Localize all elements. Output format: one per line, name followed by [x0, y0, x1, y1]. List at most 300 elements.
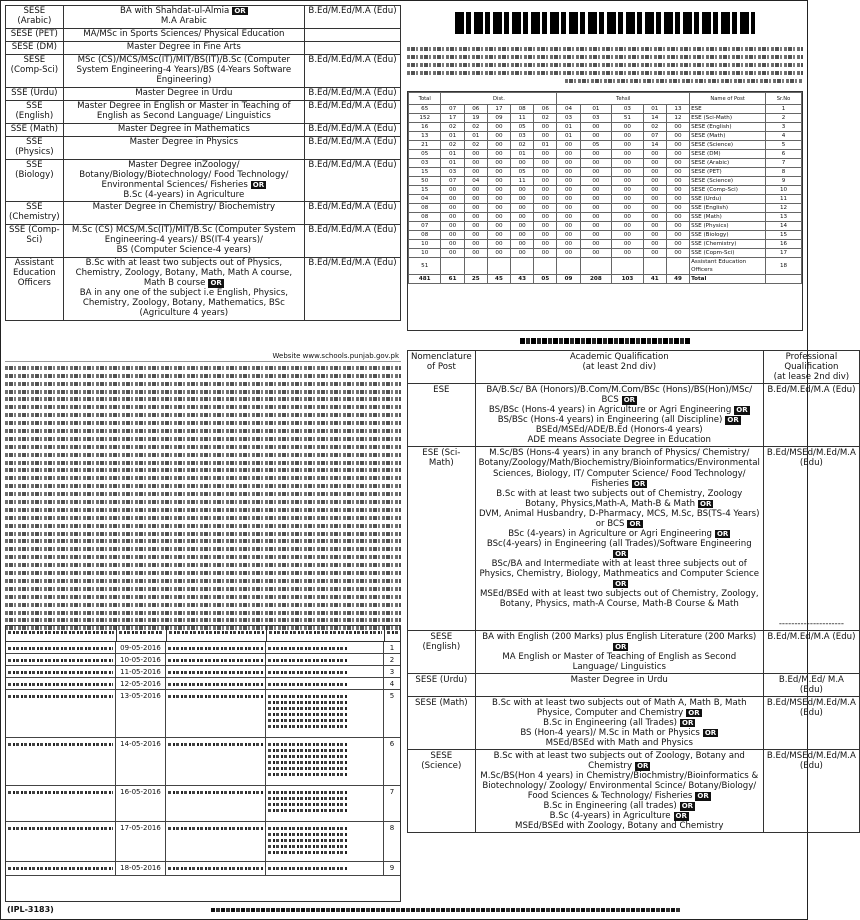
qual-academic-text: BSc/BA and Intermediate with at least three subjects out of Physics, Chemistry, Biology, Mathmeatics and Computer Science	[479, 558, 760, 579]
qual-academic-line	[479, 425, 760, 435]
urdu-intro	[407, 43, 803, 87]
vacancy-cell: 00	[487, 222, 510, 231]
schedule-posts	[266, 678, 384, 689]
academic-line	[67, 125, 301, 135]
vacancy-cell: 00	[464, 240, 487, 249]
post-name: SSE (Comp-Sci)	[6, 225, 64, 258]
vacancy-cell: 00	[557, 159, 580, 168]
vacancy-cell: 00	[441, 186, 464, 195]
qual-academic-text: B.Sc (4-years) in Agriculture	[549, 811, 671, 822]
dash-line: ---------------------	[778, 618, 844, 629]
schedule-posts	[266, 822, 384, 861]
post-name: SSE (Urdu)	[6, 87, 64, 100]
vacancy-cell: 00	[557, 222, 580, 231]
vacancy-cell: 00	[643, 159, 666, 168]
academic-line	[67, 259, 301, 289]
academic-text: Master Degree in Mathematics	[117, 123, 250, 134]
urdu-text-line	[5, 500, 401, 504]
vacancy-cell	[487, 258, 510, 275]
academic-text: M.A Arabic	[160, 15, 207, 26]
vacancy-cell: 00	[643, 222, 666, 231]
academic-qualification	[63, 54, 304, 87]
academic-text: M.Sc (CS) MCS/M.Sc(IT)/MIT/B.Sc (Computer System Engineering-4 years)/ BS(IT-4 years)/	[71, 225, 296, 246]
or-badge: OR	[727, 416, 739, 425]
qual-row	[408, 673, 860, 696]
schedule-place	[166, 862, 266, 875]
vacancy-cell: 00	[511, 186, 534, 195]
vacancy-post-name: SSE (Biology)	[690, 231, 766, 240]
academic-qualification	[63, 6, 304, 29]
qual-academic-text: BS (Hon-4 years)/ M.Sc in Math or Physics	[520, 727, 700, 738]
vacancy-sr: 2	[766, 114, 802, 123]
vacancy-cell: 00	[666, 159, 689, 168]
vacancy-cell: 00	[643, 177, 666, 186]
academic-line	[67, 246, 301, 256]
vacancy-cell: 00	[643, 204, 666, 213]
vacancy-row	[409, 195, 802, 204]
professional-qualification	[305, 41, 401, 54]
qual-academic-line	[479, 385, 760, 405]
footer-signature-urdu	[181, 905, 681, 915]
qual-academic	[475, 630, 763, 673]
qual-academic-line	[479, 771, 760, 801]
vacancy-row	[409, 249, 802, 258]
schedule-place	[166, 822, 266, 861]
vacancy-total: 13	[409, 132, 441, 141]
vacancy-cell: 00	[557, 186, 580, 195]
vacancy-cell: 00	[464, 249, 487, 258]
vacancy-sr: 6	[766, 150, 802, 159]
or-badge: OR	[234, 7, 246, 15]
vacancy-post-name: SESE (English)	[690, 123, 766, 132]
qual-academic-line	[479, 738, 760, 748]
qual-professional: B.Ed/MSEd/M.Ed/M.A (Edu)	[763, 696, 859, 749]
vacancy-total-row	[409, 275, 802, 284]
qual-professional: B.Ed/M.Ed/M.A (Edu)	[763, 384, 859, 447]
vacancy-cell: 04	[464, 177, 487, 186]
professional-qualification: B.Ed/M.Ed/M.A (Edu)	[305, 87, 401, 100]
vacancy-cell: 00	[464, 195, 487, 204]
vacancy-total: 15	[409, 168, 441, 177]
vacancy-row	[409, 141, 802, 150]
vacancy-cell: 02	[534, 114, 557, 123]
qual-academic-line	[479, 698, 760, 718]
vacancy-post-name: ESE (Sci-Math)	[690, 114, 766, 123]
schedule-date: 10-05-2016	[116, 654, 166, 665]
vacancy-cell: 00	[487, 249, 510, 258]
vacancy-cell: 14	[643, 141, 666, 150]
or-badge: OR	[681, 802, 694, 811]
academic-text: BS (Computer Science-4 years)	[116, 245, 252, 256]
right-qualification-table	[407, 350, 860, 833]
post-name: SESE (Arabic)	[6, 6, 64, 29]
or-badge: OR	[252, 180, 265, 189]
vacancy-cell: 00	[612, 222, 644, 231]
urdu-text-line	[5, 547, 401, 551]
vacancy-cell: 14	[643, 114, 666, 123]
vacancy-cell: 00	[643, 186, 666, 195]
vacancy-cell: 01	[580, 105, 612, 114]
vacancy-cell: 00	[580, 195, 612, 204]
urdu-text-line	[5, 587, 401, 591]
qual-professional: B.Ed/M.Ed/M.A (Edu)	[763, 630, 859, 673]
schedule-venue	[6, 666, 116, 677]
vacancy-row	[409, 159, 802, 168]
vacancy-cell: 00	[464, 150, 487, 159]
vacancy-cell: 01	[441, 132, 464, 141]
vacancy-total: 21	[409, 141, 441, 150]
post-name: SSE (English)	[6, 100, 64, 123]
vacancy-sr: 13	[766, 213, 802, 222]
vacancy-cell: 00	[643, 213, 666, 222]
vacancy-cell: 03	[612, 105, 644, 114]
academic-text: B.Sc with at least two subjects out of Physics, Chemistry, Zoology, Botany, Math, Math A course, Math B course	[75, 258, 293, 289]
academic-text: MA/MSc in Sports Sciences/ Physical Education	[83, 28, 285, 39]
urdu-text-line	[5, 366, 401, 370]
or-badge: OR	[697, 792, 709, 801]
qual-header-post: Nomenclature of Post	[408, 351, 476, 384]
vacancy-cell: 00	[612, 159, 644, 168]
vacancy-post-name: SESE (Math)	[690, 132, 766, 141]
urdu-text-line	[5, 382, 401, 386]
or-badge: OR	[629, 519, 641, 528]
qual-row	[408, 384, 860, 447]
urdu-headline	[407, 7, 803, 39]
vacancy-total-cell: 43	[511, 275, 534, 284]
vacancy-cell: 00	[557, 213, 580, 222]
schedule-date: 13-05-2016	[116, 690, 166, 737]
vacancy-cell: 00	[557, 195, 580, 204]
vacancy-cell: 00	[511, 195, 534, 204]
vacancy-cell: 00	[534, 159, 557, 168]
vacancy-sr: 11	[766, 195, 802, 204]
vacancy-cell: 00	[612, 177, 644, 186]
vacancy-cell: 00	[441, 213, 464, 222]
qual-academic-text: B.Sc with at least two subjects out of Zoology, Botany and Chemistry	[493, 751, 745, 772]
vacancy-cell: 00	[511, 249, 534, 258]
vacancy-cell	[511, 258, 534, 275]
urdu-text-line	[5, 539, 401, 543]
vacancy-cell: 00	[643, 195, 666, 204]
vacancy-cell: 03	[441, 168, 464, 177]
vacancy-cell: 00	[557, 204, 580, 213]
qual-academic-text: M.Sc/BS (Hons-4 years) in any branch of Physics/ Chemistry/ Botany/Zoology/Math/Biochemistry/Bioinformatics/Environmental Sciences, Biology, IT/ Computer Science/ Food Technology/ Fisheries	[478, 448, 760, 489]
vacancy-row	[409, 222, 802, 231]
vacancy-total-cell: 103	[612, 275, 644, 284]
vacancy-cell: 00	[487, 240, 510, 249]
schedule-venue	[6, 738, 116, 785]
vacancy-total: 51	[409, 258, 441, 275]
schedule-date: 16-05-2016	[116, 786, 166, 821]
vacancy-cell: 00	[534, 213, 557, 222]
qual-header-row	[408, 351, 860, 384]
vacancy-cell: 00	[612, 195, 644, 204]
schedule-row	[6, 642, 400, 654]
or-badge: OR	[716, 529, 729, 538]
vacancy-cell: 11	[511, 114, 534, 123]
vacancy-cell: 09	[487, 114, 510, 123]
urdu-text-line	[5, 516, 401, 520]
vacancy-cell: 00	[580, 150, 612, 159]
vacancy-cell: 00	[666, 204, 689, 213]
vacancy-cell: 00	[464, 231, 487, 240]
vacancy-cell: 00	[580, 132, 612, 141]
qualification-row	[6, 100, 401, 123]
urdu-text-line	[5, 563, 401, 567]
academic-qualification	[63, 41, 304, 54]
vacancy-cell: 00	[487, 177, 510, 186]
vacancy-cell: 00	[643, 231, 666, 240]
vacancy-cell: 00	[580, 204, 612, 213]
qual-academic-line	[479, 675, 760, 685]
schedule-row	[6, 690, 400, 738]
schedule-number: 2	[389, 656, 395, 664]
or-badge: OR	[615, 642, 627, 651]
vacancy-post-name: SSE (Copm-Sci)	[690, 249, 766, 258]
academic-qualification	[63, 123, 304, 136]
schedule-header	[6, 626, 400, 642]
vacancy-row	[409, 150, 802, 159]
vacancy-total: 08	[409, 231, 441, 240]
vacancy-cell: 00	[464, 222, 487, 231]
vacancy-cell: 00	[487, 195, 510, 204]
qual-academic-text: BSc(4-years) in Engineering (all Trades)/Software Engineering	[486, 538, 752, 549]
qual-academic-text: B.Sc in Engineering (all trades)	[543, 801, 677, 812]
professional-qualification: B.Ed/M.Ed/M.A (Edu)	[305, 258, 401, 321]
vacancy-cell: 00	[534, 123, 557, 132]
qual-row	[408, 630, 860, 673]
vacancy-cell: 01	[441, 159, 464, 168]
vacancy-cell: 06	[534, 105, 557, 114]
vacancy-post-name: SSE (Physics)	[690, 222, 766, 231]
vacancy-cell	[464, 258, 487, 275]
vacancy-cell: 00	[666, 141, 689, 150]
academic-text: MSc (CS)/MCS/MSc(IT)/MIT/BS(IT)/B.Sc (Computer System Engineering-4 Years)/BS (4-Years Software Engineering)	[76, 54, 292, 85]
schedule-date: 11-05-2016	[116, 666, 166, 677]
vacancy-cell: 00	[612, 132, 644, 141]
vacancy-cell: 00	[643, 150, 666, 159]
schedule-row	[6, 654, 400, 666]
vacancy-cell: 00	[487, 213, 510, 222]
qual-academic-line	[479, 751, 760, 771]
schedule-row	[6, 862, 400, 876]
vacancy-post-name: SSE (Chemistry)	[690, 240, 766, 249]
qual-row	[408, 750, 860, 833]
or-badge: OR	[704, 728, 717, 737]
vacancy-sr: 1	[766, 105, 802, 114]
or-badge: OR	[633, 479, 646, 488]
schedule-venue	[6, 822, 116, 861]
academic-line	[67, 30, 301, 40]
vacancy-cell: 07	[441, 105, 464, 114]
qual-row	[408, 447, 860, 630]
vacancy-cell: 00	[534, 168, 557, 177]
vacancy-cell: 00	[666, 195, 689, 204]
or-badge: OR	[688, 708, 700, 717]
vacancy-cell: 00	[487, 204, 510, 213]
vacancy-total: 15	[409, 186, 441, 195]
urdu-text-line	[5, 603, 401, 607]
vacancy-cell: 00	[666, 186, 689, 195]
urdu-text-line	[5, 524, 401, 528]
vacancy-cell: 00	[534, 195, 557, 204]
schedule-number: 7	[389, 788, 395, 796]
vacancy-cell: 00	[487, 150, 510, 159]
vacancy-total: 152	[409, 114, 441, 123]
qual-post-name: ESE	[408, 384, 476, 447]
vacancy-sr: 5	[766, 141, 802, 150]
urdu-instructions-block	[5, 351, 401, 619]
vacancy-cell: 00	[534, 186, 557, 195]
schedule-posts	[266, 786, 384, 821]
vacancy-post-name: SESE (Arabic)	[690, 159, 766, 168]
qual-academic-text: BS/BSc (Hons-4 years) in Engineering (all Discipline)	[497, 415, 723, 426]
qual-academic-line	[479, 821, 760, 831]
vacancy-row	[409, 132, 802, 141]
vacancy-cell: 00	[487, 231, 510, 240]
vacancy-cell	[580, 258, 612, 275]
vacancy-cell: 00	[464, 159, 487, 168]
interview-schedule-table	[5, 625, 401, 902]
vacancy-cell: 00	[487, 141, 510, 150]
or-badge: OR	[615, 580, 627, 589]
academic-qualification	[63, 225, 304, 258]
vacancy-sr: 18	[766, 258, 802, 275]
schedule-posts	[266, 862, 384, 875]
professional-qualification: B.Ed/M.Ed/M.A (Edu)	[305, 123, 401, 136]
vacancy-table	[407, 91, 803, 331]
vacancy-cell: 04	[557, 105, 580, 114]
post-name: SSE (Chemistry)	[6, 202, 64, 225]
academic-line	[67, 43, 301, 53]
vacancy-cell: 02	[441, 141, 464, 150]
vacancy-cell: 00	[534, 222, 557, 231]
schedule-venue	[6, 862, 116, 875]
schedule-date: 09-05-2016	[116, 642, 166, 653]
urdu-text-line	[5, 508, 401, 512]
vacancy-cell: 01	[441, 150, 464, 159]
vacancy-total: 03	[409, 159, 441, 168]
vacancy-cell: 00	[487, 186, 510, 195]
academic-line	[67, 89, 301, 99]
schedule-number: 3	[389, 668, 395, 676]
academic-text: B.Sc (4-years) in Agriculture	[123, 189, 245, 200]
or-badge: OR	[637, 762, 649, 771]
vacancy-cell: 00	[487, 168, 510, 177]
qual-professional: B.Ed/MSEd/M.Ed/M.A (Edu)	[763, 750, 859, 833]
vacancy-cell: 17	[441, 114, 464, 123]
academic-line	[67, 203, 301, 213]
qual-academic	[475, 750, 763, 833]
vacancy-row	[409, 204, 802, 213]
vacancy-cell: 02	[464, 141, 487, 150]
vacancy-sr: 15	[766, 231, 802, 240]
vacancy-cell: 00	[557, 168, 580, 177]
schedule-row	[6, 786, 400, 822]
vacancy-total-cell: 208	[580, 275, 612, 284]
vacancy-cell: 02	[511, 141, 534, 150]
vacancy-cell: 00	[643, 249, 666, 258]
vacancy-cell: 01	[534, 141, 557, 150]
qual-academic-line	[479, 718, 760, 728]
vacancy-cell: 07	[441, 177, 464, 186]
qual-academic-line	[479, 539, 760, 559]
schedule-row	[6, 678, 400, 690]
schedule-number: 6	[389, 740, 395, 748]
vacancy-sr: 12	[766, 204, 802, 213]
vacancy-sr: 10	[766, 186, 802, 195]
vacancy-cell	[557, 258, 580, 275]
vacancy-post-name: SESE (DM)	[690, 150, 766, 159]
or-badge: OR	[736, 406, 748, 415]
academic-text: Master Degree in Urdu	[135, 87, 233, 98]
vacancy-cell: 02	[643, 123, 666, 132]
qual-academic-text: BA/B.Sc/ BA (Honors)/B.Com/M.Com/BSc (Hons)/BS(Hon)/MSc/ BCS	[486, 385, 753, 406]
qual-academic-text: ADE means Associate Degree in Education	[527, 435, 711, 446]
qual-academic-text: BS/BSc (Hons-4 years) in Agriculture or Agri Engineering	[488, 405, 732, 416]
vacancy-cell: 00	[534, 132, 557, 141]
qual-post-name: SESE (Math)	[408, 696, 476, 749]
urdu-subheading	[407, 334, 803, 348]
vacancy-cell: 00	[643, 168, 666, 177]
schedule-date: 17-05-2016	[116, 822, 166, 861]
urdu-text-line	[5, 413, 401, 417]
urdu-text-line	[5, 421, 401, 425]
schedule-posts	[266, 738, 384, 785]
academic-qualification	[63, 258, 304, 321]
qual-post-name: SESE (Urdu)	[408, 673, 476, 696]
vacancy-cell	[643, 258, 666, 275]
urdu-text-line	[5, 532, 401, 536]
qual-post-name: SESE (English)	[408, 630, 476, 673]
vacancy-cell: 01	[557, 132, 580, 141]
urdu-text-line	[5, 579, 401, 583]
academic-qualification	[63, 28, 304, 41]
post-name: SESE (Comp-Sci)	[6, 54, 64, 87]
vacancy-post-name: ESE	[690, 105, 766, 114]
qual-academic-line	[479, 415, 760, 425]
qualification-row	[6, 41, 401, 54]
vacancy-cell: 00	[612, 186, 644, 195]
academic-line	[67, 161, 301, 191]
post-name: SSE (Biology)	[6, 159, 64, 202]
qual-academic-text: B.Sc with at least two subjects out of Chemistry, Zoology Botany, Physics,Math-A, Math-B & Math	[496, 488, 743, 509]
vacancy-cell: 00	[666, 132, 689, 141]
schedule-row	[6, 822, 400, 862]
vacancy-cell	[612, 258, 644, 275]
schedule-place	[166, 738, 266, 785]
vacancy-cell: 01	[464, 132, 487, 141]
vacancy-post-name: SESE (Science)	[690, 177, 766, 186]
vacancy-total: 16	[409, 123, 441, 132]
vacancy-cell: 02	[441, 123, 464, 132]
vacancy-cell: 00	[666, 123, 689, 132]
schedule-date: 18-05-2016	[116, 862, 166, 875]
vacancy-row	[409, 240, 802, 249]
qual-academic-line	[479, 559, 760, 589]
vacancy-cell: 13	[666, 105, 689, 114]
schedule-place	[166, 666, 266, 677]
qual-academic-text: MSEd/BSEd with at least two subjects out of Chemistry, Zoology, Botany, Physics, math-A Course, Math-B Course & Math	[479, 589, 759, 610]
academic-line	[67, 102, 301, 122]
post-name: Assistant Education Officers	[6, 258, 64, 321]
instructions-website: Website www.schools.punjab.gov.pk	[5, 351, 401, 362]
schedule-number: 9	[389, 864, 395, 872]
vacancy-cell: 00	[612, 150, 644, 159]
vacancy-row	[409, 258, 802, 275]
academic-text: Master Degree in Chemistry/ Biochemistry	[92, 202, 276, 213]
vacancy-cell: 05	[511, 123, 534, 132]
